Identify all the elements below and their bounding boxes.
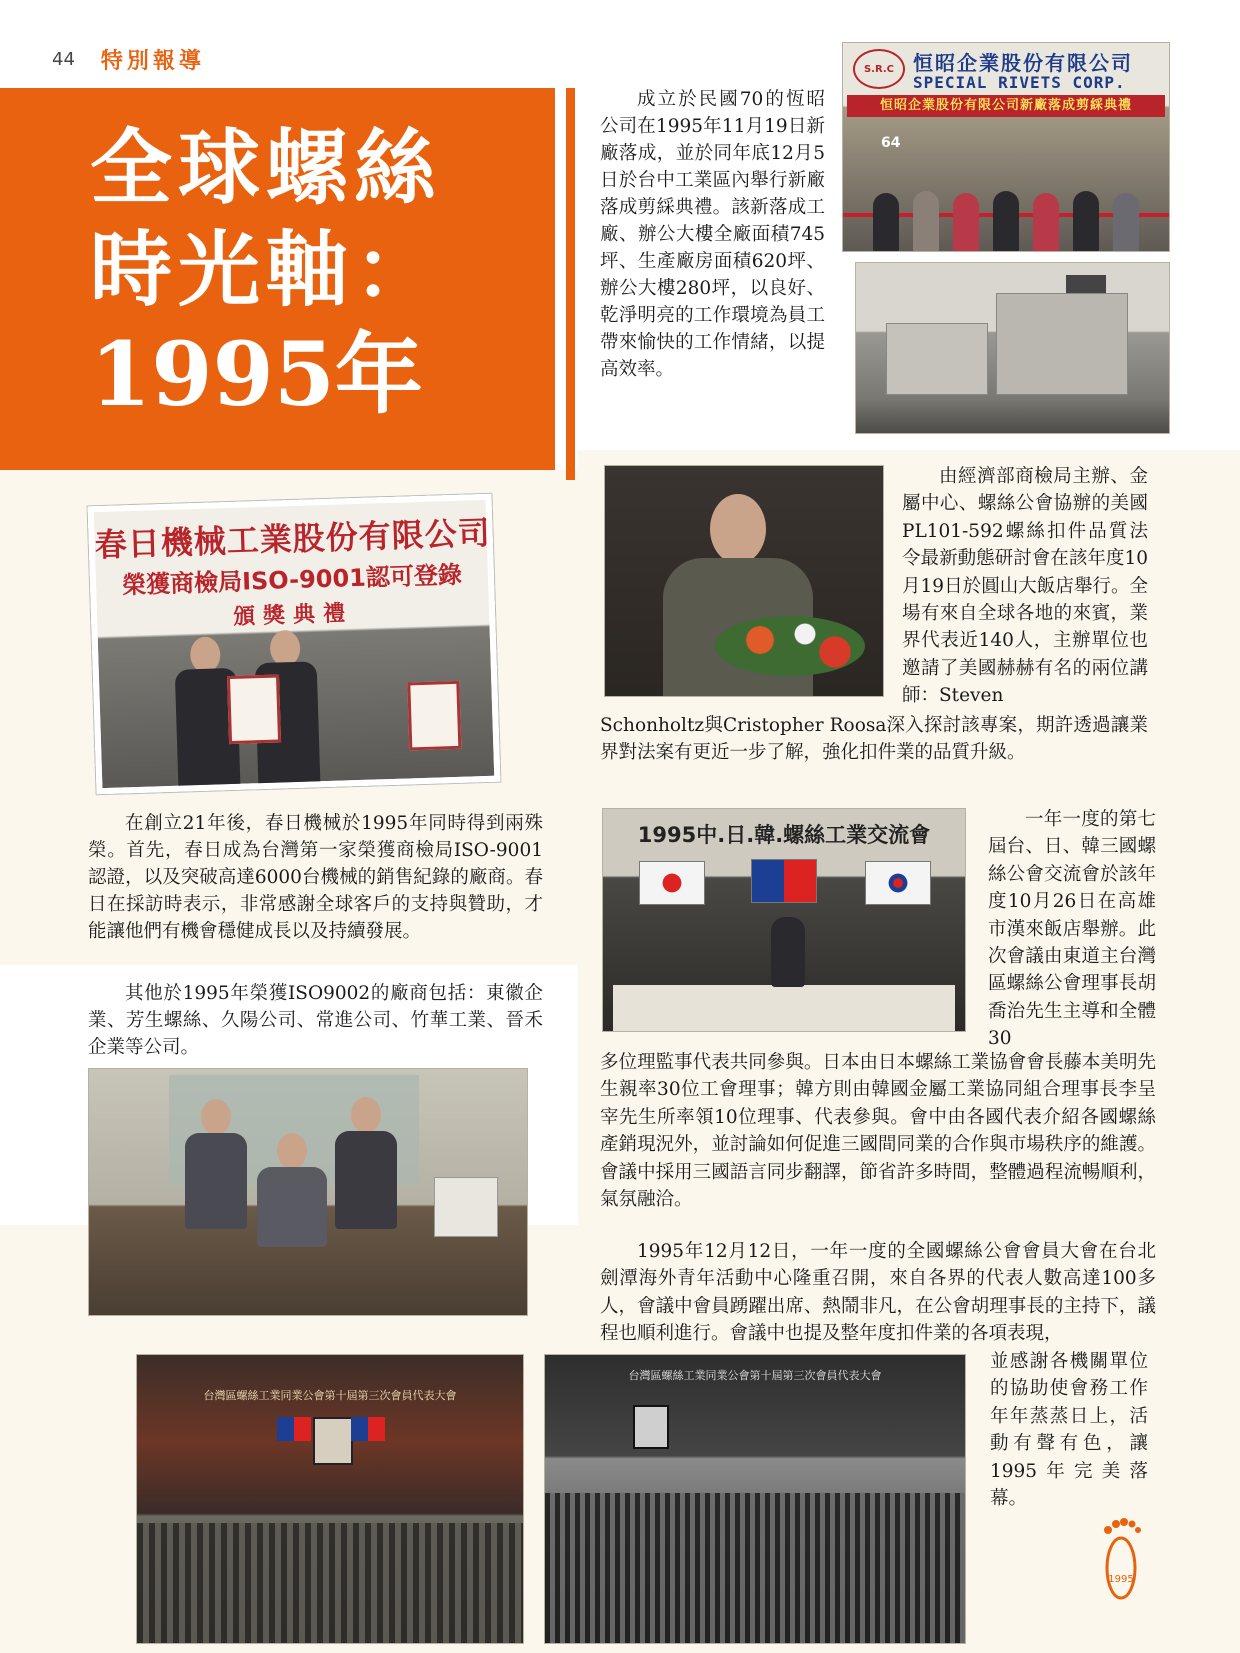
src-person-5 bbox=[1033, 193, 1059, 252]
photo-assembly-color bbox=[136, 1354, 524, 1644]
speaker-flowers bbox=[715, 616, 865, 676]
src-ribbon-banner: 恒昭企業股份有限公司新廠落成剪綵典禮 bbox=[847, 95, 1165, 117]
assembly-banner-2: 台灣區螺絲工業同業公會第十屆第三次會員代表大會 bbox=[628, 1369, 882, 1382]
article-exchange bbox=[988, 806, 1156, 1053]
article-seminar-text-a: 由經濟部商檢局主辦、金屬中心、螺絲公會協辦的美國PL101-592螺絲扣件品質法令最新動態研討會在該年度10月19日於圓山大飯店舉行。全場有來自全球各地的來賓，業界代表近140人，主辦單位也邀請了美國赫赫有名的兩位講師：Steven bbox=[902, 466, 1148, 707]
assembly-portrait bbox=[313, 1417, 353, 1465]
assembly-banner-1: 台灣區螺絲工業同業公會第十屆第三次會員代表大會 bbox=[203, 1389, 457, 1402]
exchange-speaker bbox=[771, 917, 805, 987]
assembly-bw-portrait bbox=[633, 1405, 669, 1449]
src-person-7 bbox=[1113, 193, 1139, 252]
photo-seminar-speaker bbox=[604, 465, 884, 697]
src-banner-en: SPECIAL RIVETS CORP. bbox=[913, 73, 1126, 92]
assembly-crowd bbox=[137, 1523, 523, 1643]
photo-exchange-meeting bbox=[602, 808, 966, 1032]
article-assembly-cont bbox=[990, 1348, 1148, 1512]
article-assembly bbox=[600, 1238, 1156, 1348]
japan-flag bbox=[639, 861, 705, 905]
src-person-1 bbox=[873, 193, 899, 252]
title-line-1: 全球螺絲 bbox=[90, 121, 443, 216]
article-exchange-cont bbox=[600, 1049, 1156, 1213]
src-person-6 bbox=[1073, 191, 1099, 252]
speaker-head bbox=[710, 494, 766, 564]
exchange-table bbox=[613, 985, 955, 1032]
office-head-3 bbox=[351, 1097, 381, 1133]
article-iso9002-text: 其他於1995年榮獲ISO9002的廠商包括：東徽企業、芳生螺絲、久陽公司、常進公司、竹華工業、晉禾企業等公司。 bbox=[88, 983, 543, 1058]
exchange-banner: 1995中.日.韓.螺絲工業交流會 bbox=[637, 823, 931, 847]
chunjih-banner-2: 榮獲商檢局ISO-9001認可登錄 bbox=[121, 560, 463, 600]
photo-src-building bbox=[855, 262, 1170, 434]
office-head-2 bbox=[277, 1133, 307, 1169]
page-header bbox=[52, 44, 205, 74]
article-chunjih-text: 在創立21年後，春日機械於1995年同時得到兩殊榮。首先，春日成為台灣第一家榮獲商檢局ISO-9001認證，以及突破高達6000台機械的銷售紀錄的廠商。春日在採訪時表示，非常感謝全球客戶的支持與贊助，才能讓他們有機會穩健成長以及持續發展。 bbox=[88, 813, 543, 942]
chunjih-banner-3: 頒獎典禮 bbox=[232, 601, 354, 630]
article-chunjih bbox=[88, 810, 543, 945]
korea-flag bbox=[865, 861, 931, 905]
assembly-bw-crowd bbox=[545, 1493, 965, 1643]
assembly-stage-flag-right bbox=[351, 1417, 385, 1441]
building-sign bbox=[1066, 275, 1106, 293]
title-line-2: 時光軸： bbox=[90, 223, 443, 318]
footprint-icon bbox=[1100, 1510, 1142, 1602]
photo-src-ceremony bbox=[842, 42, 1170, 252]
photo-office-group bbox=[88, 1068, 528, 1316]
photo-chunjih-award bbox=[88, 494, 501, 795]
office-monitor bbox=[434, 1177, 498, 1237]
assembly-stage-flag-left bbox=[277, 1417, 311, 1441]
src-person-3 bbox=[953, 193, 979, 252]
src-person-4 bbox=[993, 191, 1019, 252]
footprint-year: 1995 bbox=[1108, 1574, 1134, 1585]
chunjih-certificate bbox=[227, 674, 281, 744]
src-logo: S.R.C bbox=[853, 49, 905, 89]
article-exchange-text-b: 多位理監事代表共同參與。日本由日本螺絲工業協會會長藤本美明先生親率30位工會理事；韓方則由韓國金屬工業協同組合理事長李呈宰先生所率領10位理事、代表參與。會中由各國代表介紹各國螺絲產銷現況外，並討論如何促進三國間同業的合作與市場秩序的維護。會議中採用三國語言同步翻譯，節省許多時間，整體過程流暢順利，氣氛融洽。 bbox=[600, 1052, 1156, 1211]
article-seminar-cont bbox=[600, 712, 1148, 767]
building-block bbox=[996, 293, 1128, 395]
article-iso9002 bbox=[88, 980, 543, 1061]
office-person-2 bbox=[257, 1167, 327, 1247]
title-rule bbox=[566, 88, 575, 480]
article-seminar-text-b: Schonholtz與Cristopher Roosa深入探討該專案，期許透過讓業界對法案有更近一步了解，強化扣件業的品質升級。 bbox=[600, 715, 1148, 764]
office-person-1 bbox=[185, 1133, 247, 1229]
src-banner-zh: 恒昭企業股份有限公司 bbox=[913, 51, 1133, 75]
src-door-number: 64 bbox=[881, 135, 901, 151]
article-assembly-text-b: 並感謝各機關單位的協助使會務工作年年蒸蒸日上，活動有聲有色，讓1995年完美落幕。 bbox=[990, 1351, 1148, 1510]
src-person-2 bbox=[913, 191, 939, 252]
article-seminar bbox=[902, 463, 1148, 710]
article-src bbox=[600, 86, 825, 383]
page-title bbox=[90, 118, 442, 426]
taiwan-flag bbox=[751, 859, 817, 903]
section-label: 特別報導 bbox=[100, 48, 205, 74]
building-low bbox=[886, 323, 988, 395]
office-person-3 bbox=[335, 1131, 397, 1229]
article-assembly-text-a: 1995年12月12日，一年一度的全國螺絲公會會員大會在台北劍潭海外青年活動中心隆重召開，來自各界的代表人數高達100多人，會議中會員踴躍出席、熱鬧非凡，在公會胡理事長的主持下，議程也順利進行。會議中也提及整年度扣件業的各項表現， bbox=[600, 1241, 1156, 1345]
article-src-text: 成立於民國70的恆昭公司在1995年11月19日新廠落成，並於同年底12月5日於台中工業區內舉行新廠落成剪綵典禮。該新落成工廠、辦公大樓全廠面積745坪、生產廠房面積620坪、辦公大樓280坪，以良好、乾淨明亮的工作環境為員工帶來愉快的工作情緒，以提高效率。 bbox=[600, 89, 825, 380]
footprint-shape bbox=[1100, 1510, 1142, 1602]
article-exchange-text-a: 一年一度的第七屆台、日、韓三國螺絲公會交流會於該年度10月26日在高雄市漢來飯店舉辦。此次會議由東道主台灣區螺絲公會理事長胡喬治先生主導和全體30 bbox=[988, 809, 1156, 1050]
photo-assembly-bw bbox=[544, 1354, 966, 1644]
page-number: 44 bbox=[52, 48, 75, 70]
chunjih-banner-1: 春日機械工業股份有限公司 bbox=[94, 513, 492, 565]
chunjih-certificate-2 bbox=[407, 681, 461, 751]
title-line-3: 1995年 bbox=[90, 322, 423, 426]
office-head-1 bbox=[201, 1099, 231, 1135]
